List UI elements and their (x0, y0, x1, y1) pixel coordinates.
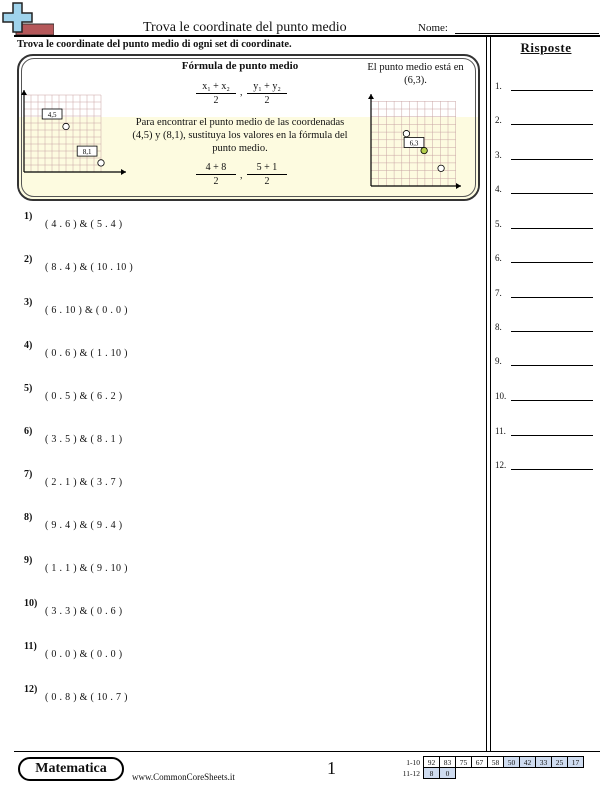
answer-line[interactable] (511, 159, 593, 160)
worked-y-numerator: 5 + 1 (247, 161, 287, 175)
problem-item (24, 383, 474, 409)
problem-number: 7) (24, 469, 33, 480)
problem-item (24, 469, 474, 495)
answer-line[interactable] (511, 297, 593, 298)
point-a-marker (403, 130, 409, 136)
answer-line[interactable] (511, 400, 593, 401)
formula-x-fraction (196, 80, 236, 108)
score-cell: 92 (424, 757, 440, 768)
answer-number: 12. (495, 460, 507, 470)
formula-title: Fórmula de punto medio (181, 60, 299, 72)
problem-coordinates: ( 0 . 5 ) & ( 6 . 2 ) (45, 391, 123, 402)
answer-row (495, 356, 595, 368)
problem-coordinates: ( 6 . 10 ) & ( 0 . 0 ) (45, 305, 128, 316)
answer-line[interactable] (511, 193, 593, 194)
x-axis-arrow-icon (456, 183, 461, 189)
y-axis-arrow-icon (368, 94, 374, 99)
answer-line[interactable] (511, 90, 593, 91)
problem-coordinates: ( 3 . 3 ) & ( 0 . 6 ) (45, 606, 123, 617)
x-axis-arrow-icon (121, 169, 126, 175)
problem-item (24, 512, 474, 538)
problem-number: 1) (24, 211, 33, 222)
problem-item (24, 555, 474, 581)
score-cell: 67 (472, 757, 488, 768)
score-cell: 17 (568, 757, 584, 768)
answer-number: 11. (495, 426, 506, 436)
problem-coordinates: ( 4 . 6 ) & ( 5 . 4 ) (45, 219, 123, 230)
midpoint-marker (421, 147, 427, 153)
formula-y-denominator: 2 (264, 95, 270, 106)
worked-comma: , (240, 170, 243, 181)
score-cell: 25 (552, 757, 568, 768)
midpoint-label: 6,3 (409, 139, 419, 148)
problem-number: 3) (24, 297, 33, 308)
example-graph-right (367, 90, 467, 190)
score-cell: 42 (520, 757, 536, 768)
problem-number: 10) (24, 598, 38, 609)
answer-number: 2. (495, 115, 502, 125)
problem-item (24, 340, 474, 366)
problem-coordinates: ( 1 . 1 ) & ( 9 . 10 ) (45, 563, 128, 574)
answer-line[interactable] (511, 331, 593, 332)
column-divider (490, 35, 491, 751)
problem-number: 5) (24, 383, 33, 394)
answer-row (495, 219, 595, 231)
answer-row (495, 426, 595, 438)
formula-x-numerator: x₁ + x₂ (196, 80, 236, 94)
answer-line[interactable] (511, 435, 593, 436)
score-cell: 75 (456, 757, 472, 768)
example-graph-left (20, 86, 128, 178)
answer-number: 9. (495, 356, 502, 366)
problem-coordinates: ( 8 . 4 ) & ( 10 . 10 ) (45, 262, 133, 273)
problem-number: 8) (24, 512, 33, 523)
point-b-marker (438, 165, 444, 171)
answer-row (495, 288, 595, 300)
formula-y-numerator: y₁ + y₂ (247, 80, 287, 94)
problem-coordinates: ( 3 . 5 ) & ( 8 . 1 ) (45, 434, 123, 445)
midpoint-result-text: El punto medio está en (6,3). (367, 62, 464, 86)
problem-item (24, 684, 474, 710)
example-explanation: Para encontrar el punto medio de las coordenadas (4,5) y (8,1), sustituya los valores en la fórmula del punto medio. (132, 117, 348, 154)
problem-number: 4) (24, 340, 33, 351)
point-a-label: 4,5 (47, 111, 57, 119)
problem-item (24, 598, 474, 624)
score-cell: 83 (440, 757, 456, 768)
problem-number: 11) (24, 641, 37, 652)
score-cell: 58 (488, 757, 504, 768)
page-number: 1 (327, 758, 336, 778)
problem-coordinates: ( 9 . 4 ) & ( 9 . 4 ) (45, 520, 123, 531)
problem-number: 2) (24, 254, 33, 265)
score-row (396, 757, 584, 768)
problem-item (24, 297, 474, 323)
answer-line[interactable] (511, 262, 593, 263)
answer-row (495, 322, 595, 334)
worked-y-denominator: 2 (264, 176, 270, 187)
point-b-label: 8,1 (82, 148, 92, 157)
answers-title: Risposte (520, 40, 572, 55)
answer-line[interactable] (511, 365, 593, 366)
problem-item (24, 254, 474, 280)
logo-plus-icon (2, 2, 54, 36)
score-cell: 8 (424, 768, 440, 779)
formula-comma: , (240, 87, 243, 98)
column-divider (486, 35, 487, 751)
problem-item (24, 641, 474, 667)
answer-number: 1. (495, 81, 502, 91)
subject-badge: Matematica (18, 757, 124, 781)
worked-x-denominator: 2 (213, 176, 219, 187)
answer-row (495, 184, 595, 196)
answer-number: 6. (495, 253, 502, 263)
y-axis-arrow-icon (21, 90, 27, 95)
problem-item (24, 211, 474, 237)
worked-x-numerator: 4 + 8 (196, 161, 236, 175)
answer-line[interactable] (511, 124, 593, 125)
problem-coordinates: ( 0 . 0 ) & ( 0 . 0 ) (45, 649, 123, 660)
answer-line[interactable] (511, 469, 593, 470)
answer-number: 3. (495, 150, 502, 160)
worksheet-title: Trova le coordinate del punto medio (143, 20, 347, 35)
score-cell: 50 (504, 757, 520, 768)
score-cell: 0 (440, 768, 456, 779)
name-line[interactable] (455, 33, 599, 34)
problem-coordinates: ( 0 . 8 ) & ( 10 . 7 ) (45, 692, 128, 703)
problem-number: 9) (24, 555, 33, 566)
answer-row (495, 150, 595, 162)
point-b-marker (98, 160, 104, 166)
problem-coordinates: ( 2 . 1 ) & ( 3 . 7 ) (45, 477, 123, 488)
grid-lines (24, 95, 101, 172)
answer-row (495, 253, 595, 265)
answer-number: 10. (495, 391, 507, 401)
answer-row (495, 391, 595, 403)
problem-item (24, 426, 474, 452)
answer-number: 7. (495, 288, 502, 298)
answer-line[interactable] (511, 228, 593, 229)
score-row-label: 1-10 (406, 757, 420, 767)
worked-x-fraction (196, 161, 236, 189)
answer-number: 8. (495, 322, 502, 332)
name-label: Nome: (418, 22, 448, 34)
score-cell: 33 (536, 757, 552, 768)
problem-number: 6) (24, 426, 33, 437)
answer-number: 5. (495, 219, 502, 229)
site-url: www.CommonCoreSheets.it (132, 772, 235, 782)
score-table (396, 756, 584, 779)
formula-x-denominator: 2 (213, 95, 219, 106)
answer-row (495, 115, 595, 127)
worked-y-fraction (247, 161, 287, 189)
problem-coordinates: ( 0 . 6 ) & ( 1 . 10 ) (45, 348, 128, 359)
header-rule (14, 35, 600, 37)
answer-row (495, 460, 595, 472)
point-a-marker (63, 123, 69, 129)
formula-y-fraction (247, 80, 287, 108)
instructions: Trova le coordinate del punto medio di ogni set di coordinate. (17, 39, 292, 50)
score-row (396, 768, 584, 779)
problem-number: 12) (24, 684, 38, 695)
answer-row (495, 81, 595, 93)
score-row-label: 11-12 (402, 768, 420, 778)
answer-number: 4. (495, 184, 502, 194)
footer-rule (14, 751, 600, 752)
